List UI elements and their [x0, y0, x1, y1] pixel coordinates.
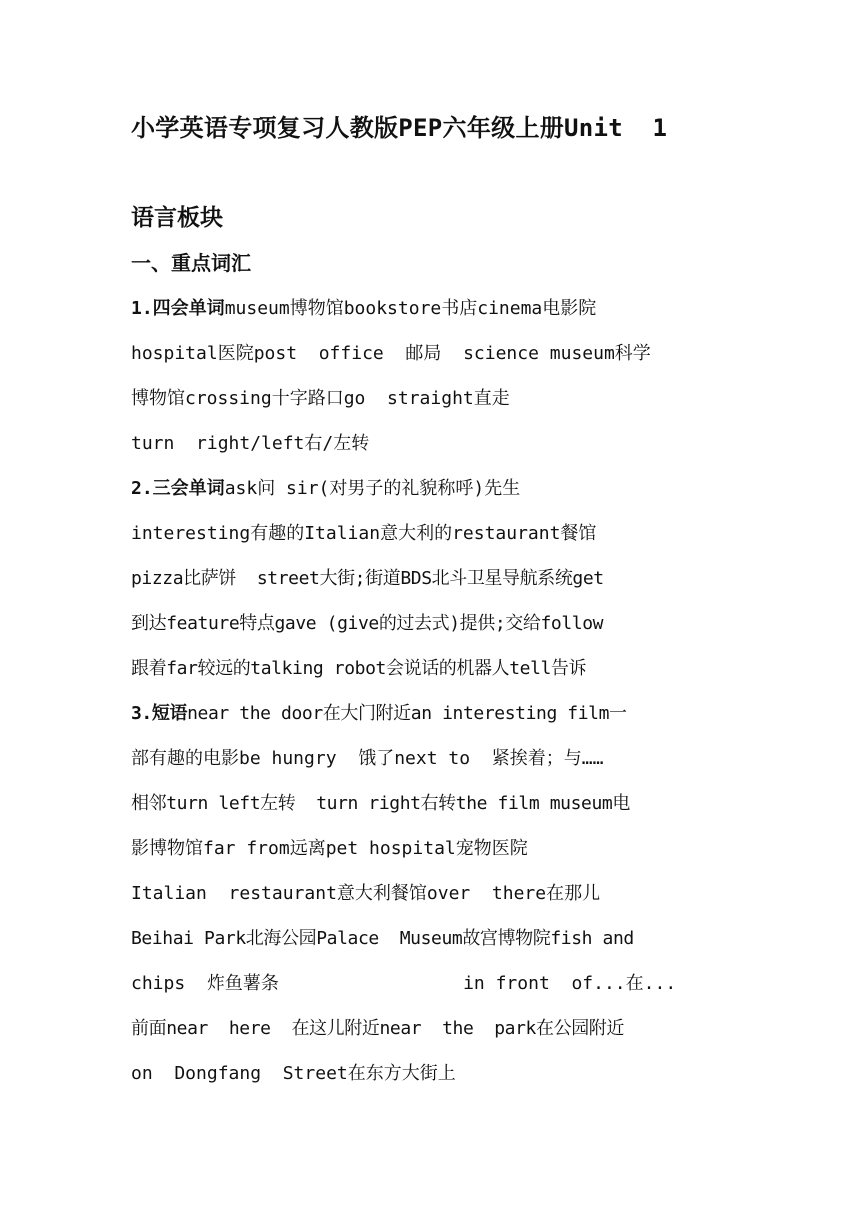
line-label: 3.短语 [131, 703, 188, 724]
text-line [131, 826, 741, 871]
text-line [131, 736, 741, 781]
line-text: 影博物馆far from远离pet hospital宠物医院 [131, 838, 528, 859]
line-text: hospital医院post office 邮局 science museum科学 [131, 343, 651, 364]
line-text: 前面near here 在这儿附近near the park在公园附近 [131, 1018, 624, 1039]
line-text: 博物馆crossing十字路口go straight直走 [131, 388, 510, 409]
line-text: Beihai Park北海公园Palace Museum故宫博物院fish and [131, 928, 634, 949]
line-text: Italian restaurant意大利餐馆over there在那儿 [131, 883, 601, 904]
text-line [131, 556, 741, 601]
subsection-heading: 一、重点词汇 [131, 251, 251, 275]
line-label: 1.四会单词 [131, 298, 225, 319]
line-text: museum博物馆bookstore书店cinema电影院 [224, 298, 597, 319]
document-title: 小学英语专项复习人教版PEP六年级上册Unit 1 [131, 114, 668, 142]
text-line [131, 466, 741, 511]
text-line [131, 376, 741, 421]
text-line [131, 1051, 741, 1096]
line-text: chips 炸鱼薯条 in front of...在... [131, 973, 677, 994]
text-line [131, 646, 741, 691]
line-text: interesting有趣的Italian意大利的restaurant餐馆 [131, 523, 597, 544]
line-text: pizza比萨饼 street大街;街道BDS北斗卫星导航系统get [131, 568, 604, 589]
line-text: ask问 sir(对男子的礼貌称呼)先生 [224, 478, 521, 499]
text-line [131, 511, 741, 556]
text-line [131, 916, 741, 961]
text-line [131, 286, 741, 331]
line-text: 到达feature特点gave (give的过去式)提供;交给follow [131, 613, 604, 634]
text-line [131, 871, 741, 916]
text-line [131, 961, 741, 1006]
line-text: on Dongfang Street在东方大街上 [131, 1063, 456, 1084]
line-text: turn right/left右/左转 [131, 433, 370, 454]
line-text: 相邻turn left左转 turn right右转the film museum电 [131, 793, 630, 814]
vocabulary-body [131, 286, 741, 1096]
line-text: near the door在大门附近an interesting film一 [187, 703, 627, 724]
section-heading: 语言板块 [131, 205, 223, 231]
line-text: 部有趣的电影be hungry 饿了next to 紧挨着；与…… [131, 748, 604, 769]
text-line [131, 601, 741, 646]
text-line [131, 781, 741, 826]
text-line [131, 1006, 741, 1051]
text-line [131, 691, 741, 736]
text-line [131, 331, 741, 376]
line-label: 2.三会单词 [131, 478, 225, 499]
line-text: 跟着far较远的talking robot会说话的机器人tell告诉 [131, 658, 587, 679]
text-line [131, 421, 741, 466]
